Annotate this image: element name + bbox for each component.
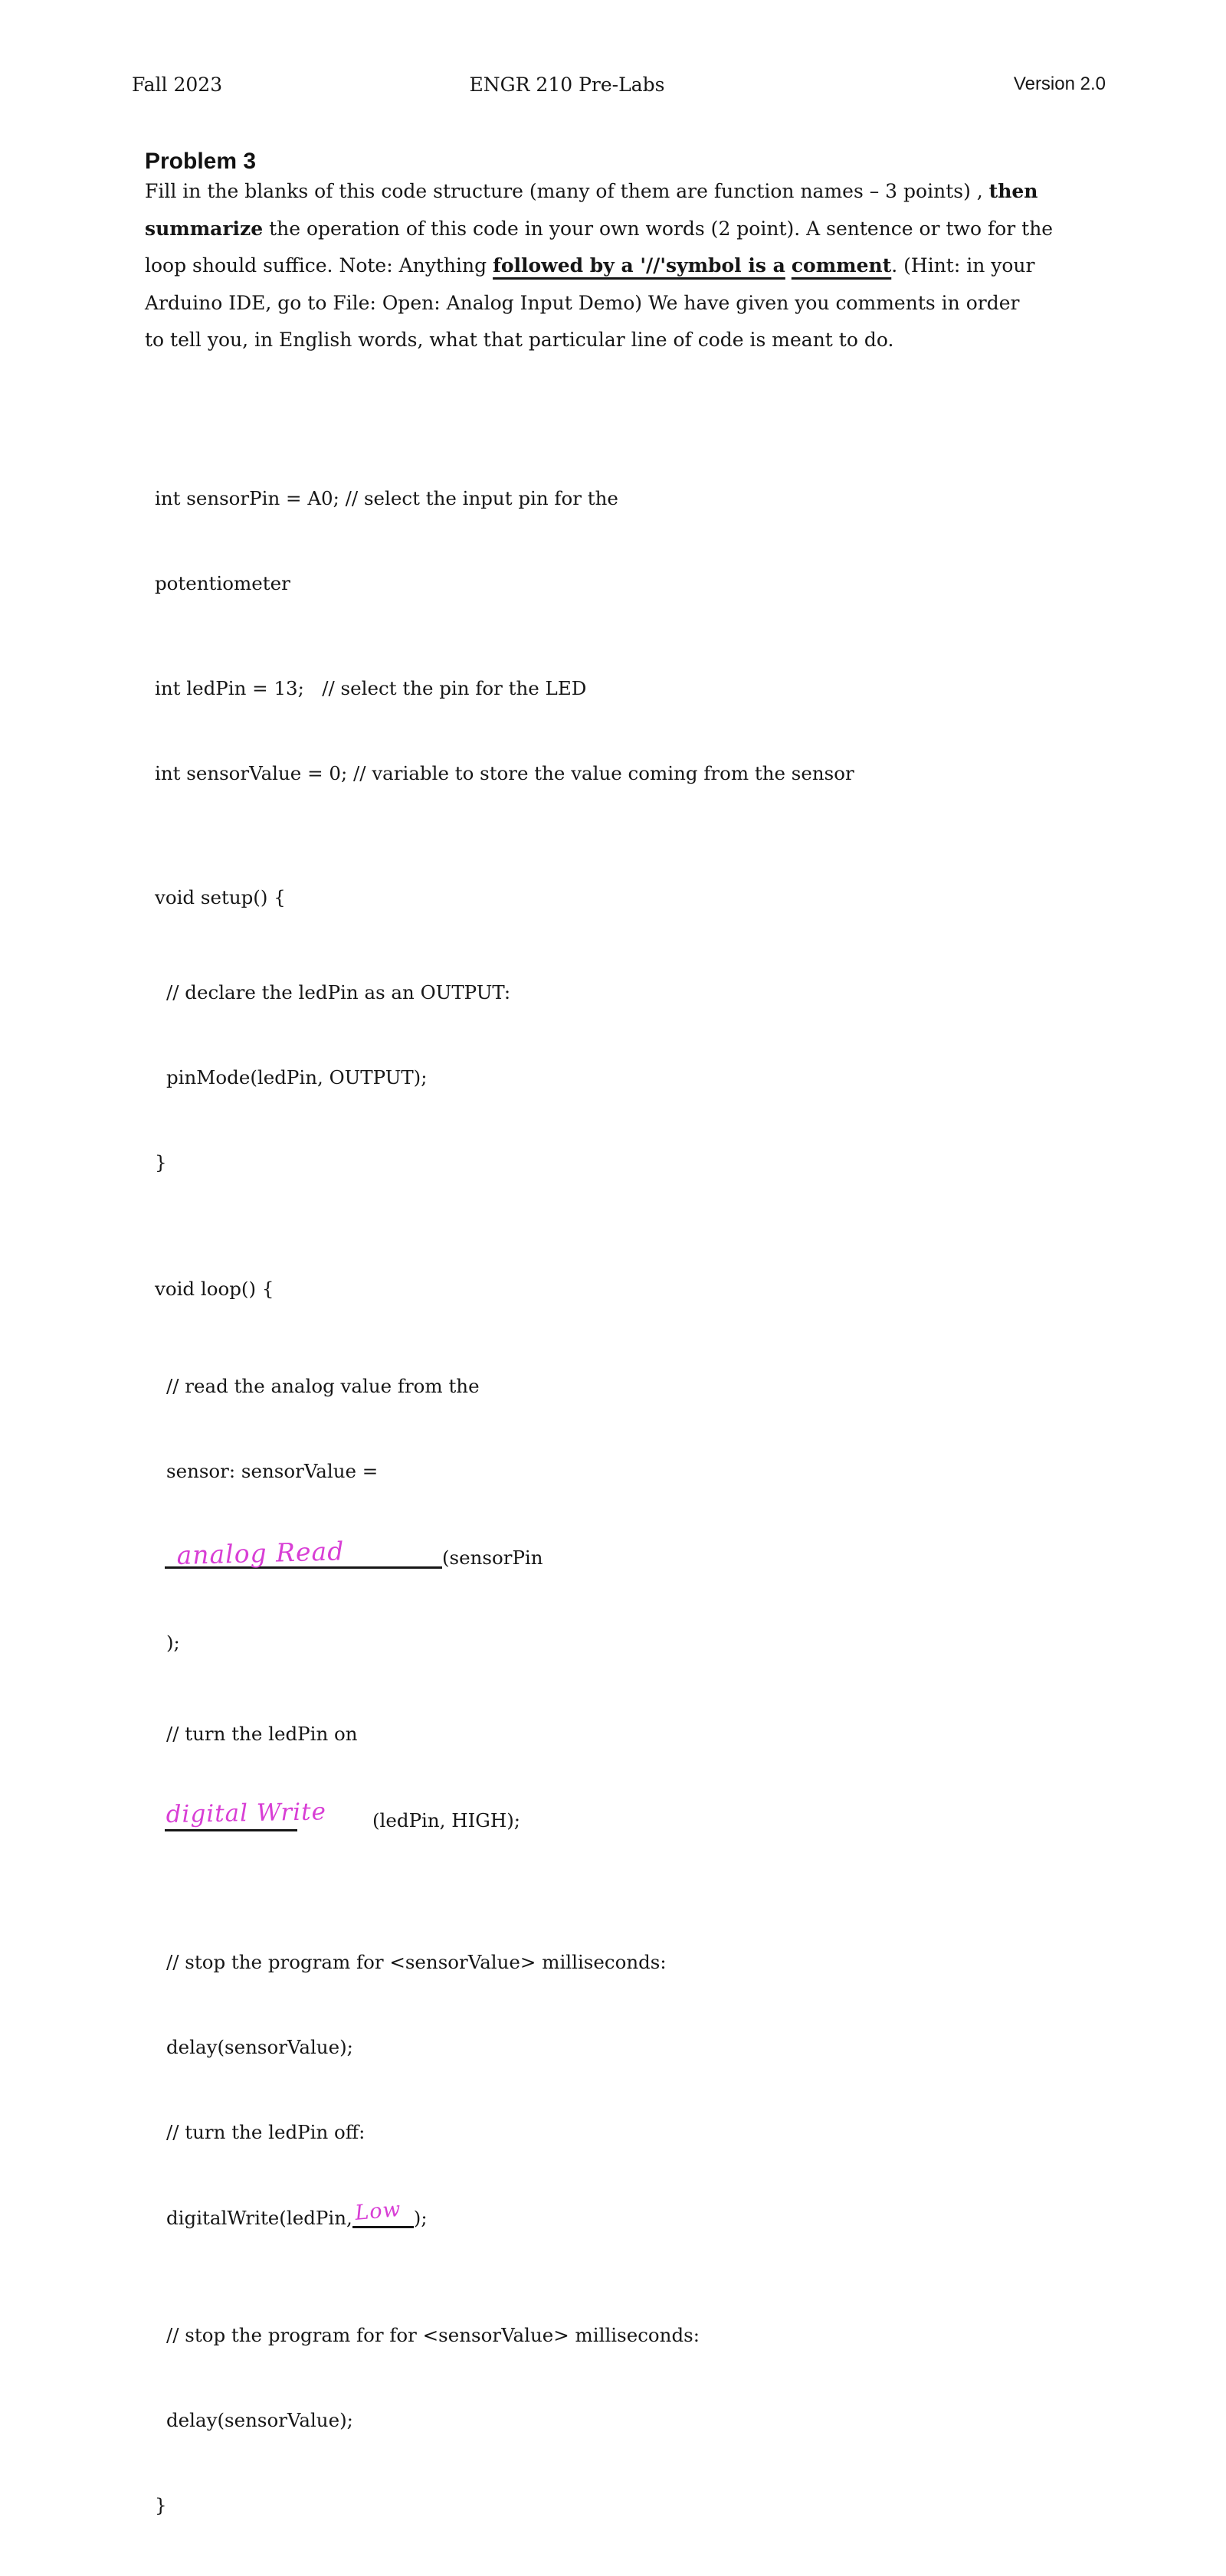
header-title: ENGR 210 Pre-Labs [469, 74, 665, 96]
code-block [155, 427, 1113, 2576]
code-comment-turn-on: // turn the ledPin on [166, 1723, 358, 1745]
code-line-digitalwrite-low [155, 2197, 1113, 2232]
code-line-delay-1: delay(sensorValue); [166, 2036, 353, 2058]
header-term: Fall 2023 [132, 74, 223, 96]
handwritten-answer-digitalwrite: digital Write [166, 1798, 327, 1829]
problem-heading: Problem 3 [145, 149, 257, 174]
code-after-blank-1: (sensorPin [442, 1547, 543, 1569]
code-line-potentiometer: potentiometer [155, 572, 290, 594]
handwritten-answer-analogread: analog Read [176, 1536, 345, 1570]
code-brace-close-loop: } [155, 2494, 167, 2516]
intro-seg-10: to tell you, in English words, what that particular line of code is meant to do. [145, 329, 894, 351]
intro-seg-8: . (Hint: in your [891, 254, 1035, 277]
code-line-void-setup: void setup() { [155, 886, 286, 908]
code-line-delay-2: delay(sensorValue); [166, 2409, 353, 2431]
code-comment-turn-off: // turn the ledPin off: [166, 2121, 366, 2143]
answer-blank-low [352, 2197, 414, 2228]
intro-seg-comment: comment [791, 254, 892, 277]
code-comment-declare: // declare the ledPin as an OUTPUT: [166, 981, 511, 1003]
header-version: Version 2.0 [1013, 74, 1106, 94]
code-comment-stop-2: // stop the program for for <sensorValue> milliseconds: [166, 2324, 700, 2346]
intro-seg-underlined: followed by a '//'symbol is a [493, 254, 785, 277]
code-before-blank-3: digitalWrite(ledPin, [166, 2207, 352, 2229]
code-line-blank-digitalwrite [155, 1798, 1113, 1835]
handwritten-answer-low: Low [353, 2197, 402, 2226]
code-line-sensorvalue: int sensorValue = 0; // variable to store the value coming from the sensor [155, 762, 854, 784]
answer-blank-analogread [165, 1536, 442, 1570]
answer-blank-digitalwrite [165, 1798, 327, 1831]
code-line-ledpin: int ledPin = 13; // select the pin for the LED [155, 677, 587, 699]
code-line-close-paren: ); [166, 1632, 180, 1654]
code-comment-stop-1: // stop the program for <sensorValue> milliseconds: [166, 1951, 667, 1973]
intro-seg-summarize: summarize [145, 217, 264, 240]
code-comment-read-2: sensor: sensorValue = [166, 1460, 379, 1482]
intro-seg-1: Fill in the blanks of this code structure (many of them are function names – 3 points) , [145, 180, 989, 202]
intro-paragraph [145, 173, 1179, 359]
code-after-blank-2: (ledPin, HIGH); [372, 1809, 521, 1831]
code-line-sensorpin: int sensorPin = A0; // select the input pin for the [155, 487, 618, 509]
intro-seg-4: the operation of this code in your own words (2 point). A sentence or two for the [263, 217, 1054, 240]
intro-seg-then: then [988, 180, 1038, 202]
code-brace-close-setup: } [155, 1151, 167, 1173]
code-line-void-loop: void loop() { [155, 1278, 274, 1300]
code-line-pinmode: pinMode(ledPin, OUTPUT); [166, 1066, 428, 1088]
code-after-blank-3: ); [413, 2207, 428, 2229]
intro-seg-5: loop should suffice. Note: Anything [145, 254, 493, 277]
intro-seg-9: Arduino IDE, go to File: Open: Analog Input Demo) We have given you comments in order [145, 291, 1020, 314]
code-comment-read-1: // read the analog value from the [166, 1375, 480, 1397]
code-line-blank-analogread [155, 1536, 1113, 1572]
page-header [0, 74, 1226, 100]
